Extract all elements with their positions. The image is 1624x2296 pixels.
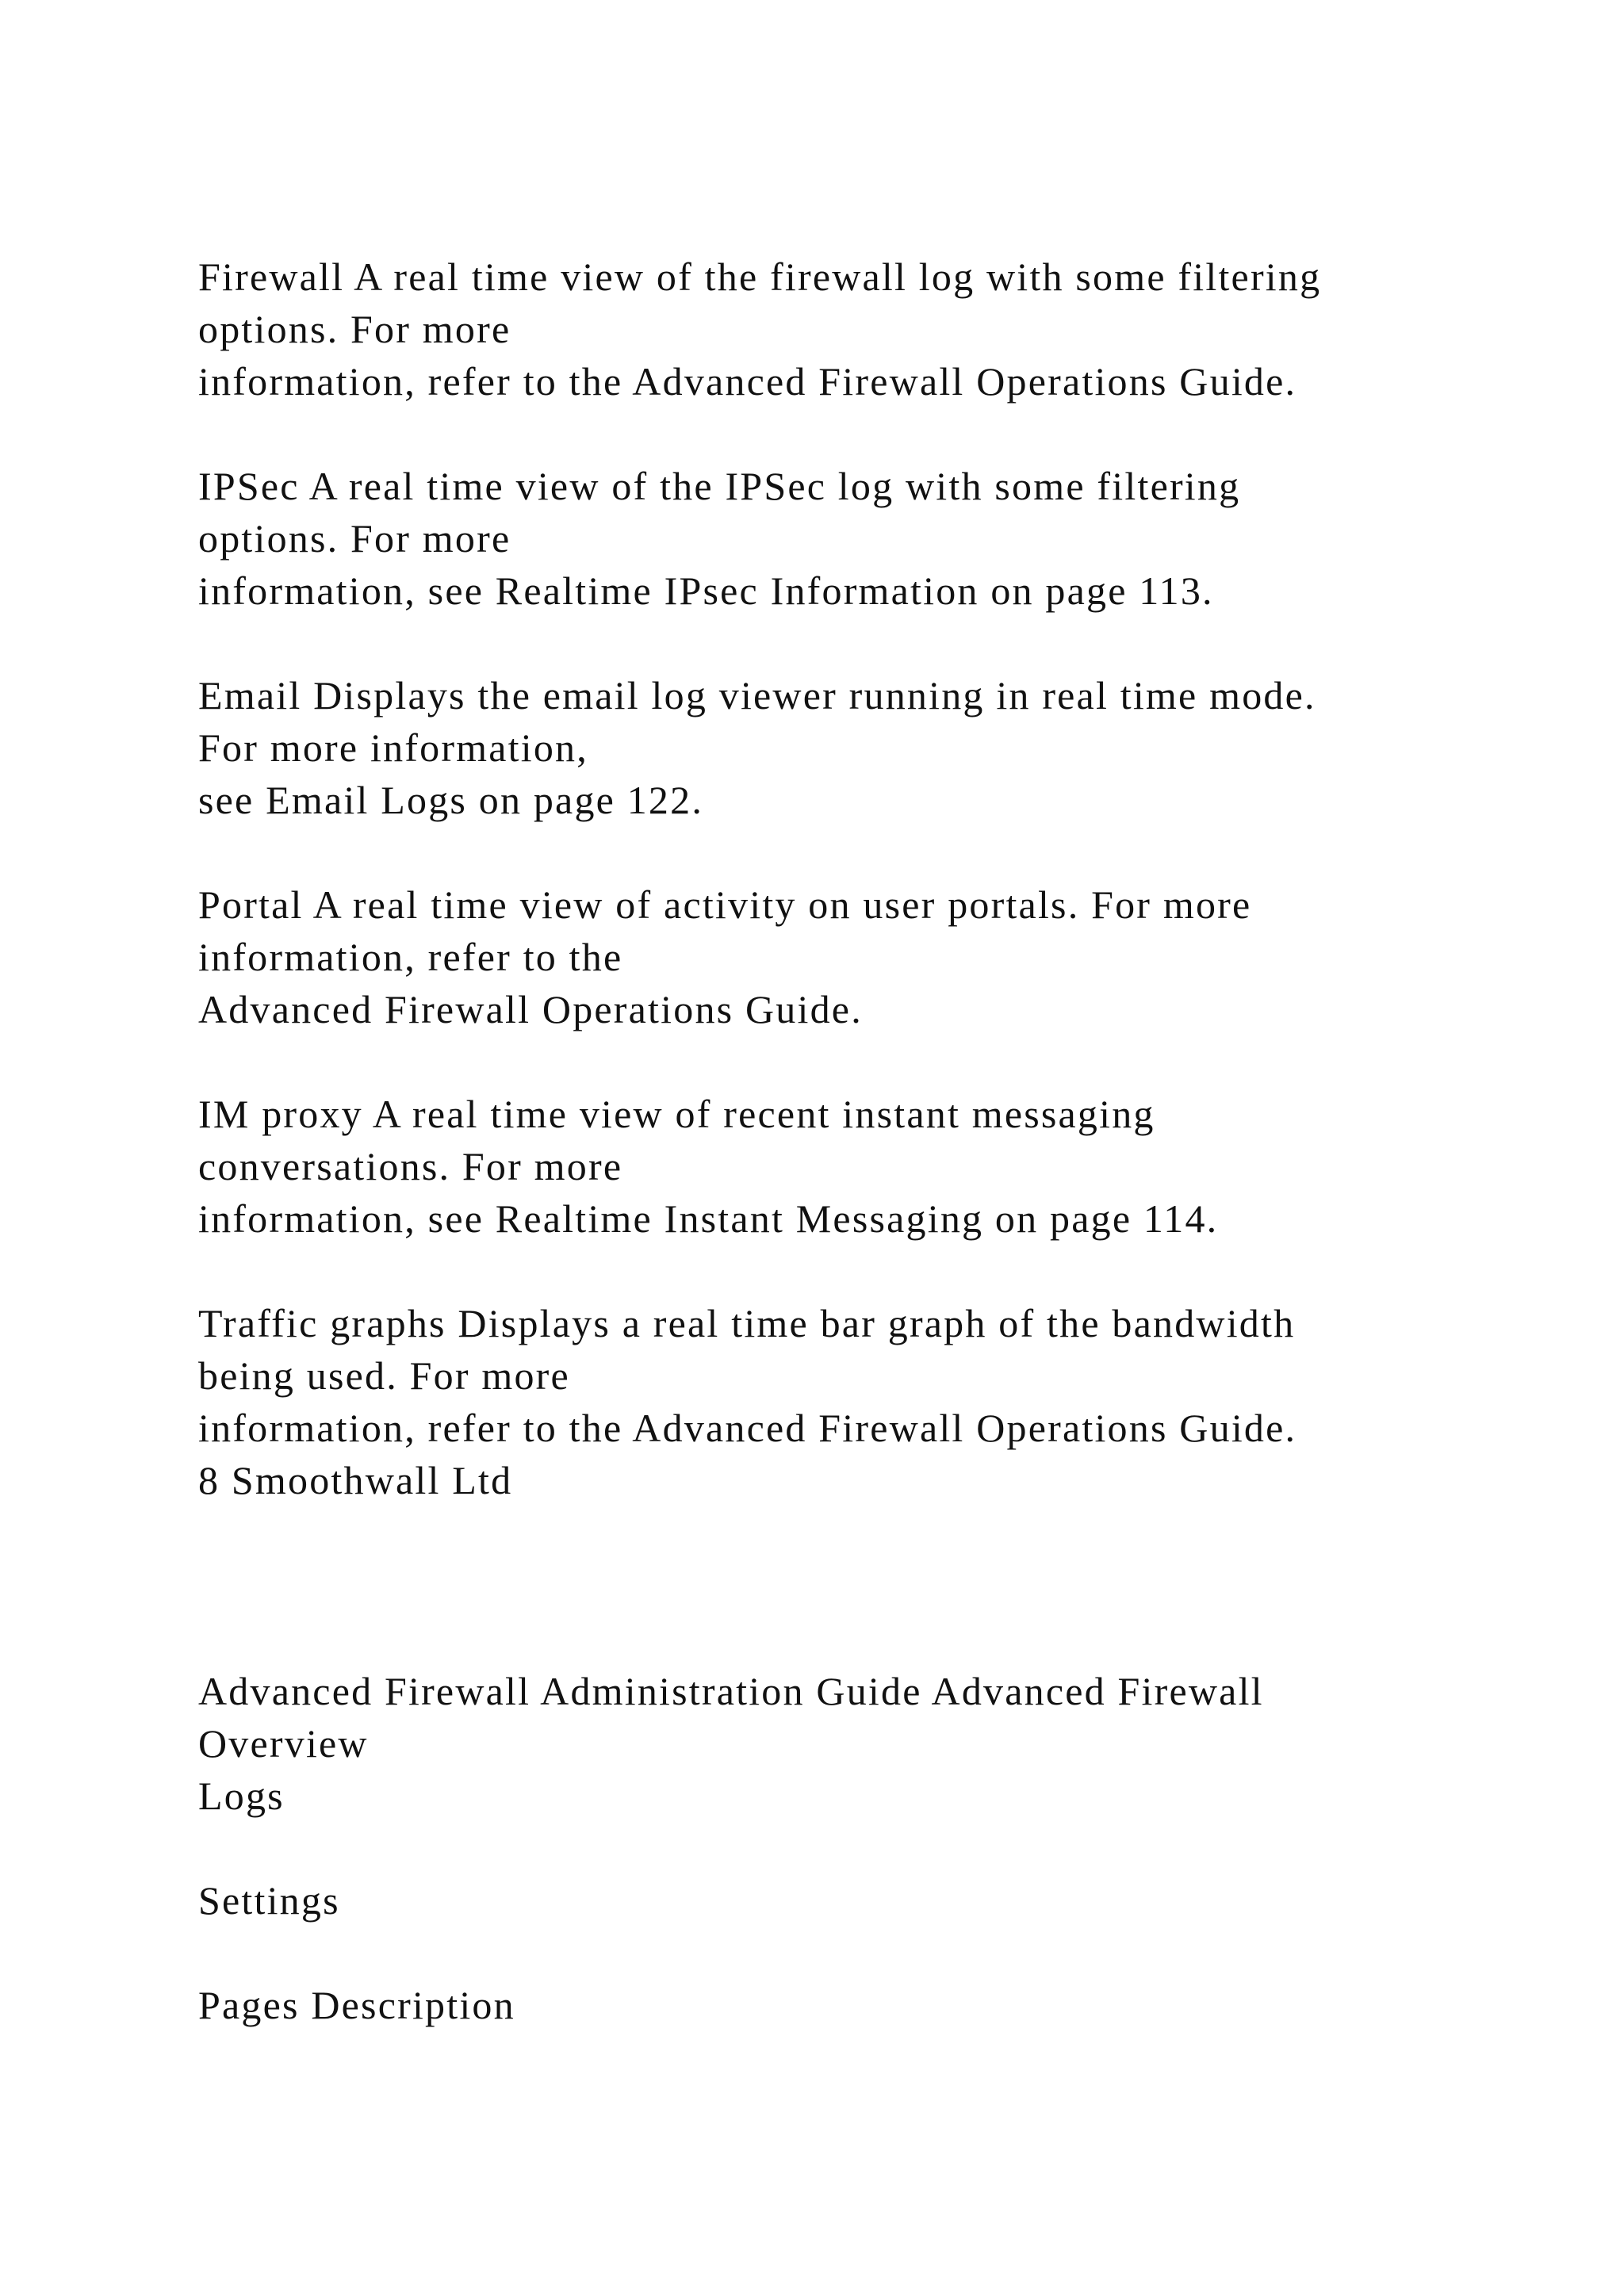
traffic-graphs-entry-line-1: Traffic graphs Displays a real time bar graph of the bandwidth bbox=[198, 1301, 1296, 1345]
email-entry-line-2: For more information, bbox=[198, 725, 588, 770]
traffic-graphs-entry-line-3: information, refer to the Advanced Firewall Operations Guide. bbox=[198, 1406, 1297, 1450]
section-logs: Logs bbox=[198, 1774, 285, 1818]
guide-header-line-1: Advanced Firewall Administration Guide Advanced Firewall bbox=[198, 1669, 1264, 1713]
email-entry-line-3: see Email Logs on page 122. bbox=[198, 778, 704, 822]
im-proxy-entry-line-3: information, see Realtime Instant Messaging on page 114. bbox=[198, 1196, 1219, 1241]
ipsec-entry-line-3: information, see Realtime IPsec Information on page 113. bbox=[198, 568, 1214, 613]
im-proxy-entry-line-2: conversations. For more bbox=[198, 1144, 623, 1188]
table-header-pages-description: Pages Description bbox=[198, 1983, 515, 2027]
firewall-entry-line-3: information, refer to the Advanced Firewall Operations Guide. bbox=[198, 359, 1297, 404]
ipsec-entry-line-2: options. For more bbox=[198, 516, 511, 561]
section-settings: Settings bbox=[198, 1878, 340, 1923]
portal-entry-line-3: Advanced Firewall Operations Guide. bbox=[198, 987, 863, 1031]
page-footer: 8 Smoothwall Ltd bbox=[198, 1458, 513, 1502]
portal-entry-line-2: information, refer to the bbox=[198, 935, 623, 979]
portal-entry-line-1: Portal A real time view of activity on user portals. For more bbox=[198, 882, 1252, 927]
traffic-graphs-entry-line-2: being used. For more bbox=[198, 1353, 570, 1398]
im-proxy-entry-line-1: IM proxy A real time view of recent instant messaging bbox=[198, 1092, 1155, 1136]
firewall-entry-line-1: Firewall A real time view of the firewall log with some filtering bbox=[198, 254, 1322, 299]
ipsec-entry-line-1: IPSec A real time view of the IPSec log with some filtering bbox=[198, 464, 1241, 508]
guide-header-line-2: Overview bbox=[198, 1721, 369, 1766]
email-entry-line-1: Email Displays the email log viewer running in real time mode. bbox=[198, 673, 1316, 718]
firewall-entry-line-2: options. For more bbox=[198, 307, 511, 351]
